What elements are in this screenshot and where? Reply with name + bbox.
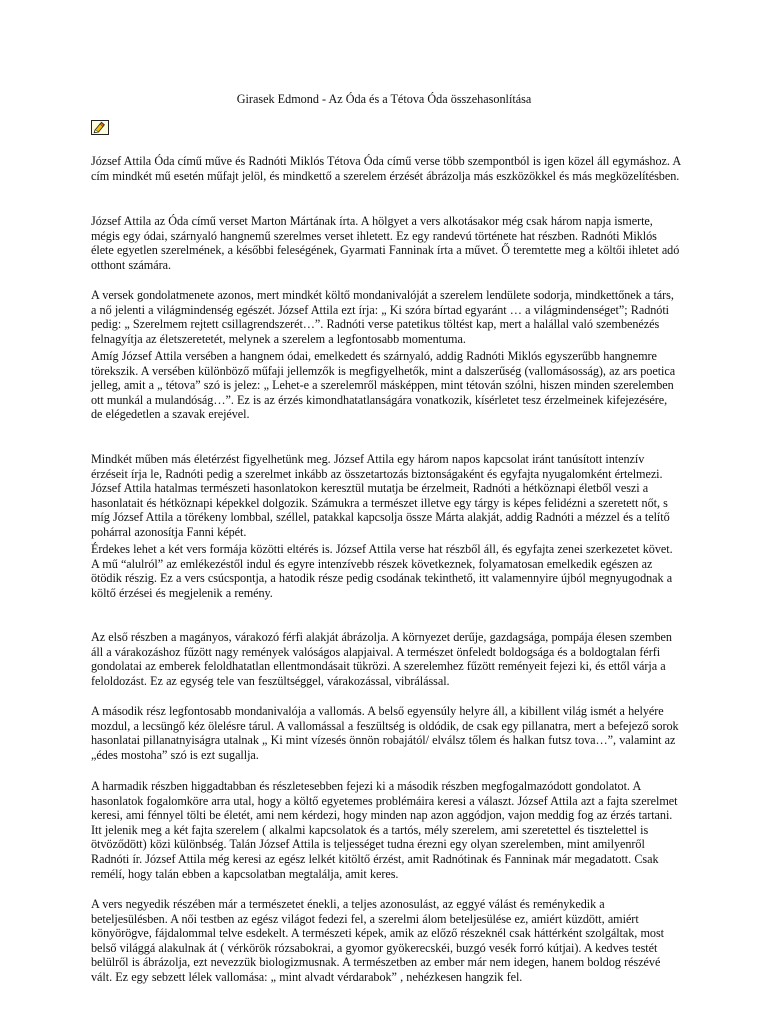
edit-note-icon[interactable] xyxy=(91,120,109,135)
paragraph: A versek gondolatmenete azonos, mert mindkét költő mondanivalóját a szerelem lendülete sodorja, mindkettőnek a társ, a nő jelenti a világmindenség egészét. József Attila ezt írja: „ Ki szóra bírtad egyaránt … a világmindenséget”; Radnóti pedig: „ Szerelmem rejtett csillagrendszerét…”. Radnóti verse patetikus töltést kap, mert a halállal való szembenézés felnagyítja az életszeretetét, melynek a szerelem a legfontosabb momentuma. xyxy=(91,288,674,346)
document-title: Girasek Edmond - Az Óda és a Tétova Óda összehasonlítása xyxy=(236,92,532,106)
paragraph: A második rész legfontosabb mondanivalója a vallomás. A belső egyensúly helyre áll, a kibillent világ ismét a helyére mozdul, a lecsüngő kéz ölelésre tárul. A vallomással a feszültség is oldódik, de csak egy pillanatra, mert a befejező sorok hasonlatai pillanatnyiságra utalnak „ Ki mint vízesés önnön robajától/ elválsz tőlem és halkan futsz tova…”, valamint az „édes mostoha” szó is ezt sugallja. xyxy=(91,704,679,762)
paragraph: Érdekes lehet a két vers formája közötti eltérés is. József Attila verse hat részből áll, és egyfajta zenei szerkezetet követ. A mű “alulról” az emlékezéstől indul és egyre intenzívebb részek következnek, folyamatosan emelkedik egészen az ötödik részig. Ez a vers csúcspontja, a hatodik része pedig csodának tekinthető, itt valamennyire újból megnyugodnak a költő érzései és megjelenik a remény. xyxy=(91,542,673,600)
paragraph: A vers negyedik részében már a természetet énekli, a teljes azonosulást, az eggyé válást és reménykedik a beteljesülésben. A női testben az egész világot fedezi fel, a szerelmi álom beteljesülése ez, amiért küzdött, amiért könyörögve, fájdalommal telve esdekelt. A természeti képek, amik az előző részeknél csak háttérként szolgáltak, most belső világgá alakulnak át ( vérkörök rózsabokrai, a gyomor gyökerecskéi, buzgó vesék forró kútjai). A kedves testét belülről is ábrázolja, ezt nevezzük biologizmusnak. A természetben az ember már nem idegen, hanem boldog részévé vált. Ez egy sebzett lélek vallomása: „ mint alvadt vérdarabok” , nehézkesen hangzik fel. xyxy=(91,897,664,984)
paragraph: A harmadik részben higgadtabban és részletesebben fejezi ki a második részben megfogalmazódott gondolatot. A hasonlatok fogalomköre arra utal, hogy a költő egyetemes problémáira keresi a választ. József Attila azt a fajta szerelmet keresi, ami fénnyel tölti be életét, ami nem kérdezi, hogy minden nap azon aggódjon, vajon meddig fog az érzés tartani. Itt jelenik meg a két fajta szerelem ( alkalmi kapcsolatok és a tartós, mély szerelem, ami szeretettel és tisztelettel is ötvöződött) közi különbség. Talán József Attila is teljességet tudna érezni egy olyan szerelemben, mint amilyenről Radnóti ír. József Attila még keresi az egész lelkét kitöltő érzést, amit Radnótinak és Fanninak már megadatott. Csak remélí, hogy talán ebben a kapcsolatban megtalálja, amit keres. xyxy=(91,779,678,881)
paragraph: Amíg József Attila versében a hangnem ódai, emelkedett és szárnyaló, addig Radnóti Miklós egyszerűbb hangnemre törekszik. A versében különböző műfaji jellemzők is megfigyelhetők, mint a dalszerűség (vallomásosság), az ars poetica jelleg, amit a „ tétova” szó is jelez: „ Lehet-e a szerelemről másképpen, mint tétován szólni, hiszen minden szerelemben ott munkál a mulandóság…”. Ez is az érzés kimondhatatlanságára vonatkozik, kísérletet tesz érzelmeinek kifejezésére, de elégedetlen a szavak erejével. xyxy=(91,349,676,422)
paragraph: József Attila Óda című műve és Radnóti Miklós Tétova Óda című verse több szempontból is igen közel áll egymáshoz. A cím mindkét mű esetén műfajt jelöl, és mindkettő a szerelem érzését ábrázolja más eszközökkel és más megközelítésben. xyxy=(91,154,681,183)
paragraph: Az első részben a magányos, várakozó férfi alakját ábrázolja. A környezet derűje, gazdagsága, pompája élesen szemben áll a várakozáshoz fűzött nagy remények valóságos alapjaival. A természet önfeledt boldogsága és a boldogtalan férfi gondolatai az emberek feloldhatatlan ellentmondásait tükrözi. A szerelemhez fűzött reményeit fejezi ki, és ettől várja a feloldozást. Ez az egység tele van feszültséggel, várakozással, vibrálással. xyxy=(91,630,672,688)
paragraph: Mindkét műben más életérzést figyelhetünk meg. József Attila egy három napos kapcsolat iránt tanúsított intenzív érzéseit írja le, Radnóti pedig a szerelmet inkább az összetartozás biztonságaként és egyfajta nyugalomként értelmezi. József Attila hatalmas természeti hasonlatokon keresztül mutatja be érzelmeit, Radnóti a hétköznapi életből veszi a hasonlatait és hétköznapi képekkel dolgozik. Számukra a természet illetve egy tárgy is képes felidézni a szeretett nőt, s míg József Attila a törékeny lombbal, széllel, patakkal kapcsolja össze Márta alakját, addig Radnóti a mézzel és a telítő pohárral azonosítja Fanni képét. xyxy=(91,452,670,539)
paragraph: József Attila az Óda című verset Marton Mártának írta. A hölgyet a vers alkotásakor még csak három napja ismerte, mégis egy ódai, szárnyaló hangnemű szerelmes verset ihletett. Ez egy randevú története hat részben. Radnóti Miklós élete egyetlen szerelmének, a későbbi feleségének, Gyarmati Fanninak írta a művet. Ő teremtette meg a költői ihletet adó otthont számára. xyxy=(91,214,680,272)
